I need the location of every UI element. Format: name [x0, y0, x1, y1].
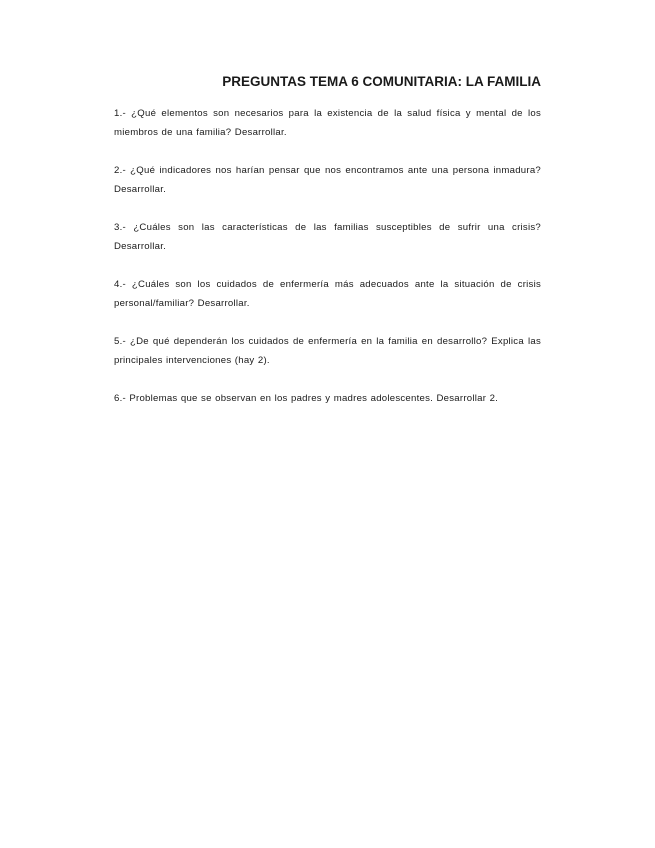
- question-list: [114, 104, 541, 427]
- question-item-4: 4.- ¿Cuáles son los cuidados de enfermería más adecuados ante la situación de crisis personal/familiar? Desarrollar.: [114, 279, 541, 309]
- question-item-2: 2.- ¿Qué indicadores nos harían pensar que nos encontramos ante una persona inmadura? Desarrollar.: [114, 165, 541, 195]
- question-item-1: 1.- ¿Qué elementos son necesarios para la existencia de la salud física y mental de los miembros de una familia? Desarrollar.: [114, 108, 541, 138]
- document-title: PREGUNTAS TEMA 6 COMUNITARIA: LA FAMILIA: [222, 74, 541, 89]
- question-item-5: 5.- ¿De qué dependerán los cuidados de enfermería en la familia en desarrollo? Explica las principales intervenciones (hay 2).: [114, 336, 541, 366]
- question-item-6: 6.- Problemas que se observan en los padres y madres adolescentes. Desarrollar 2.: [114, 393, 499, 404]
- question-item-3: 3.- ¿Cuáles son las características de las familias susceptibles de sufrir una crisis? Desarrollar.: [114, 222, 541, 252]
